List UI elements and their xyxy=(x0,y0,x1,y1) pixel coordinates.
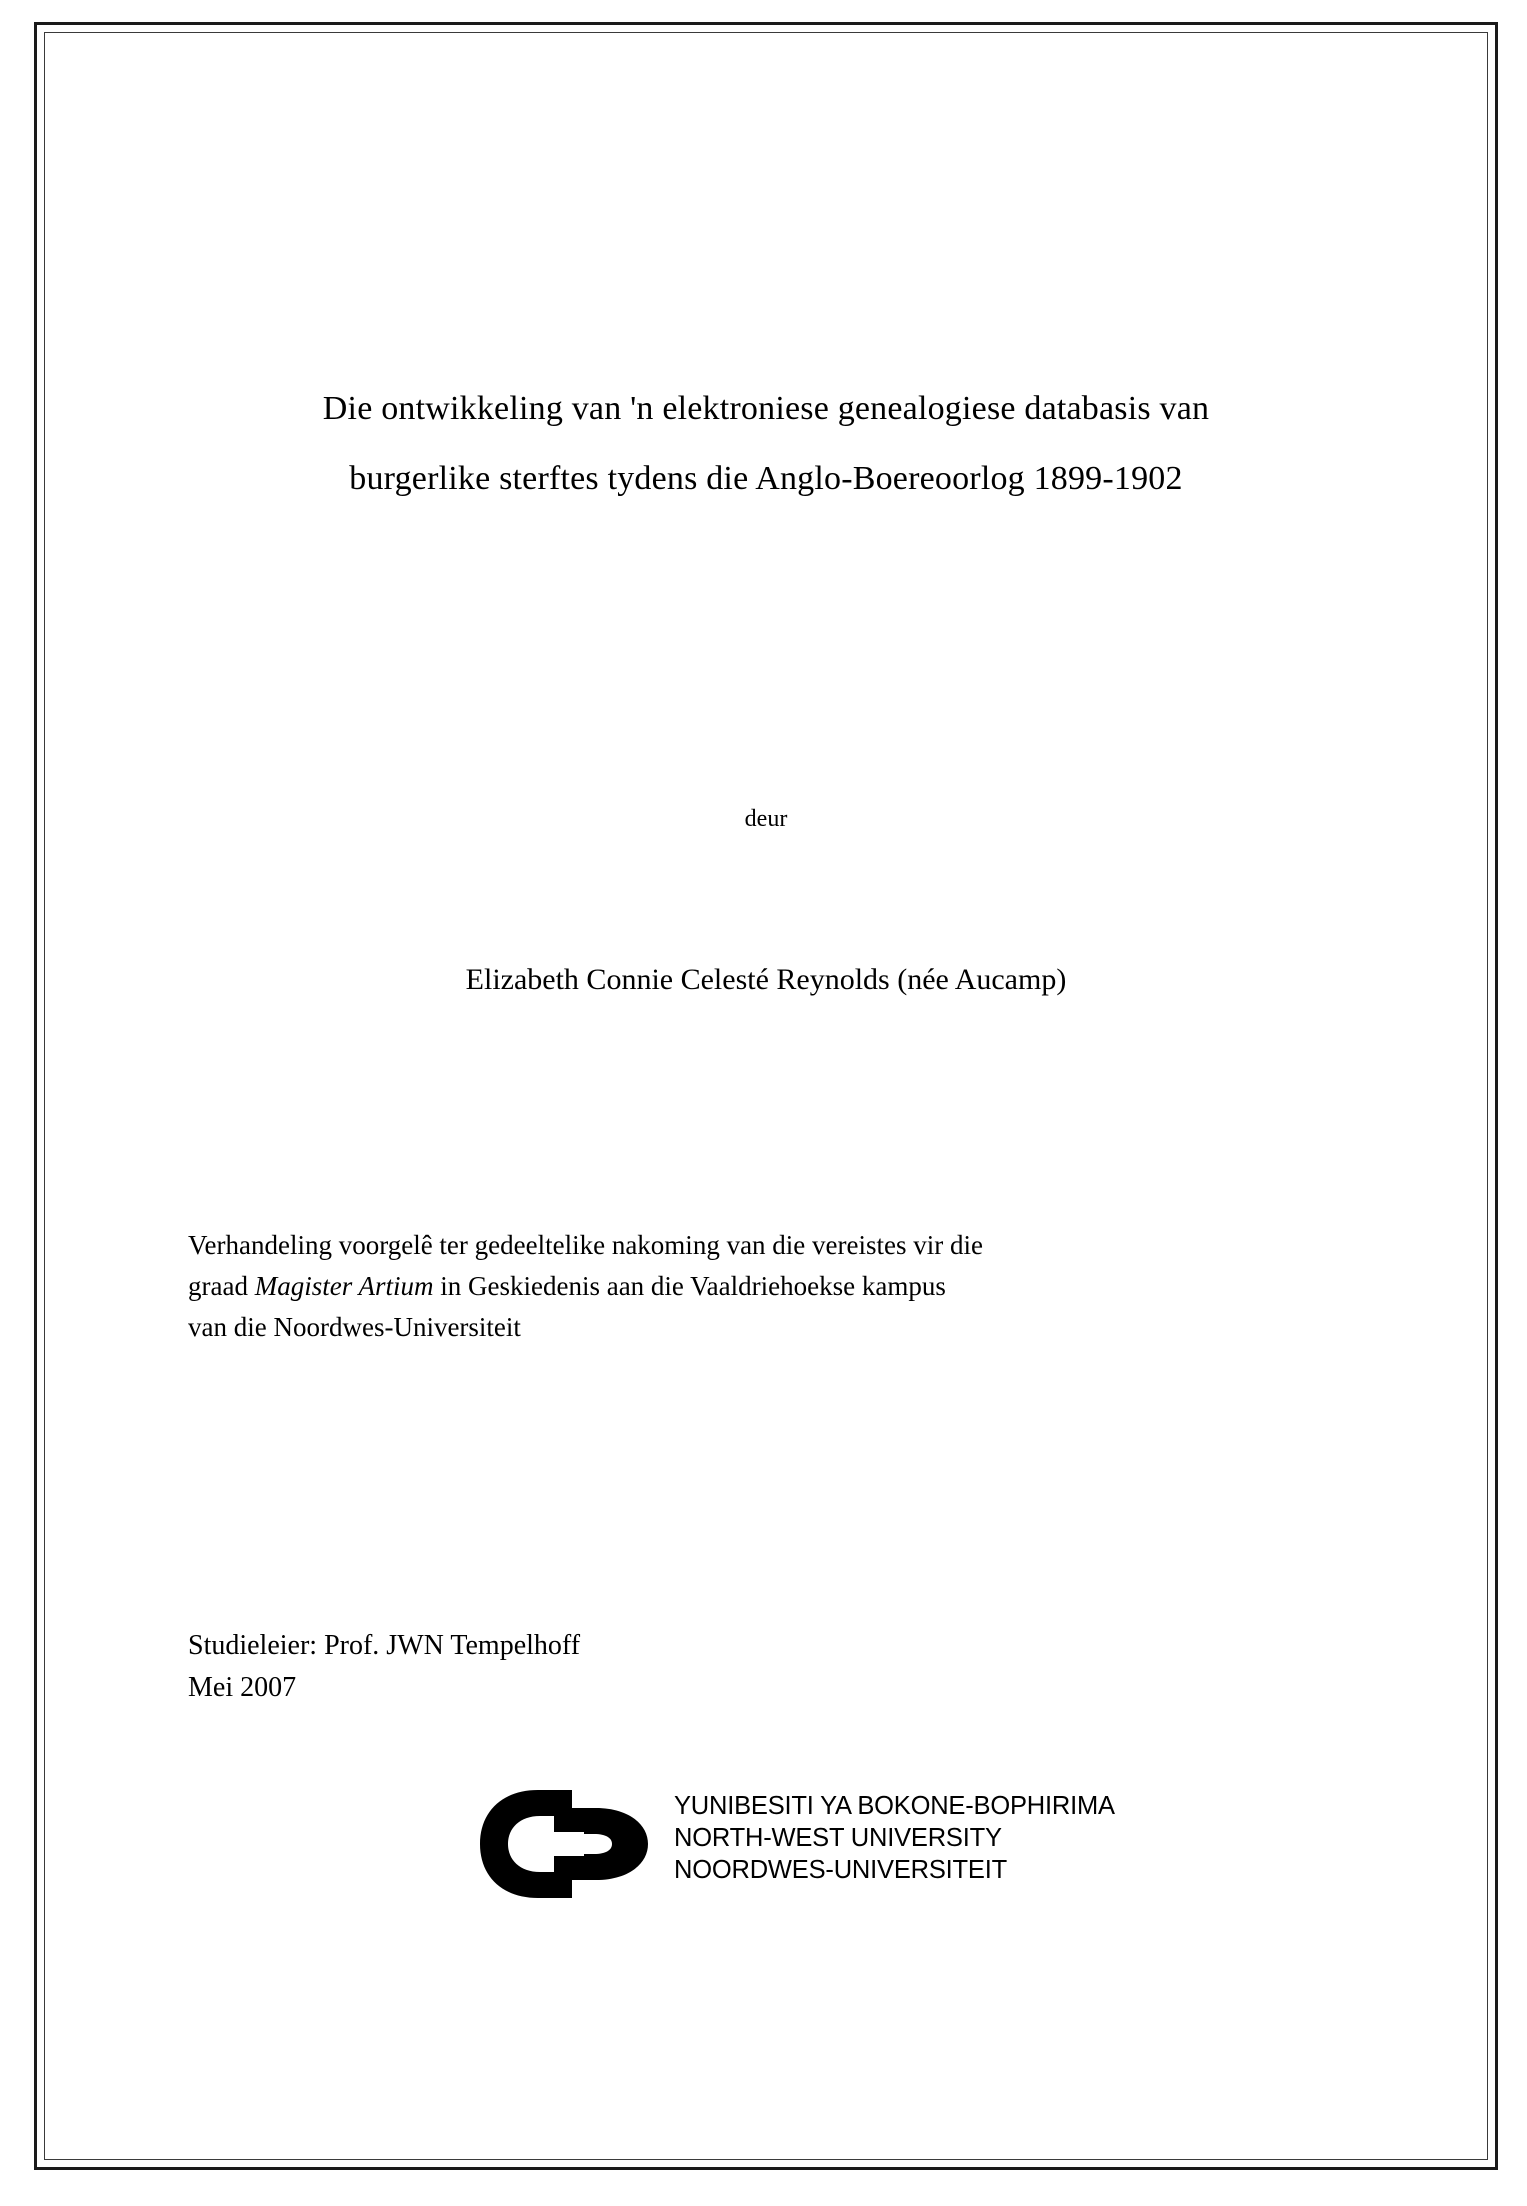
north-west-university-logo-icon xyxy=(476,1788,676,1900)
degree-statement-line-1: Verhandeling voorgelê ter gedeeltelike nakoming van die vereistes vir die xyxy=(188,1230,983,1260)
title-line-2: burgerlike sterftes tydens die Anglo-Boereoorlog 1899-1902 xyxy=(349,460,1183,497)
degree-statement-line-2 xyxy=(188,1266,1343,1307)
page-title xyxy=(186,374,1346,514)
university-logo xyxy=(476,1782,1116,1912)
degree-statement xyxy=(188,1225,1343,1348)
supervisor-line: Studieleier: Prof. JWN Tempelhoff xyxy=(188,1630,581,1661)
page-content xyxy=(186,0,1346,2206)
author-name: Elizabeth Connie Celesté Reynolds (née Aucamp) xyxy=(465,963,1067,996)
logo-text-line-1: YUNIBESITI YA BOKONE-BOPHIRIMA xyxy=(674,1792,1115,1820)
university-logo-text xyxy=(674,1790,1115,1886)
title-line-1: Die ontwikkeling van 'n elektroniese genealogiese databasis van xyxy=(322,390,1210,427)
degree-statement-line-3: van die Noordwes-Universiteit xyxy=(188,1312,521,1342)
by-label: deur xyxy=(744,806,788,832)
degree-statement-line-2-suffix: in Geskiedenis aan die Vaaldriehoekse kampus xyxy=(433,1271,946,1301)
date-line: Mei 2007 xyxy=(188,1672,297,1703)
logo-text-line-3: NOORDWES-UNIVERSITEIT xyxy=(674,1856,1007,1884)
logo-text-line-2: NORTH-WEST UNIVERSITY xyxy=(674,1824,1002,1852)
degree-statement-line-2-prefix: graad xyxy=(188,1271,255,1301)
degree-name-italic: Magister Artium xyxy=(254,1271,434,1301)
supervisor-block xyxy=(188,1625,1088,1709)
